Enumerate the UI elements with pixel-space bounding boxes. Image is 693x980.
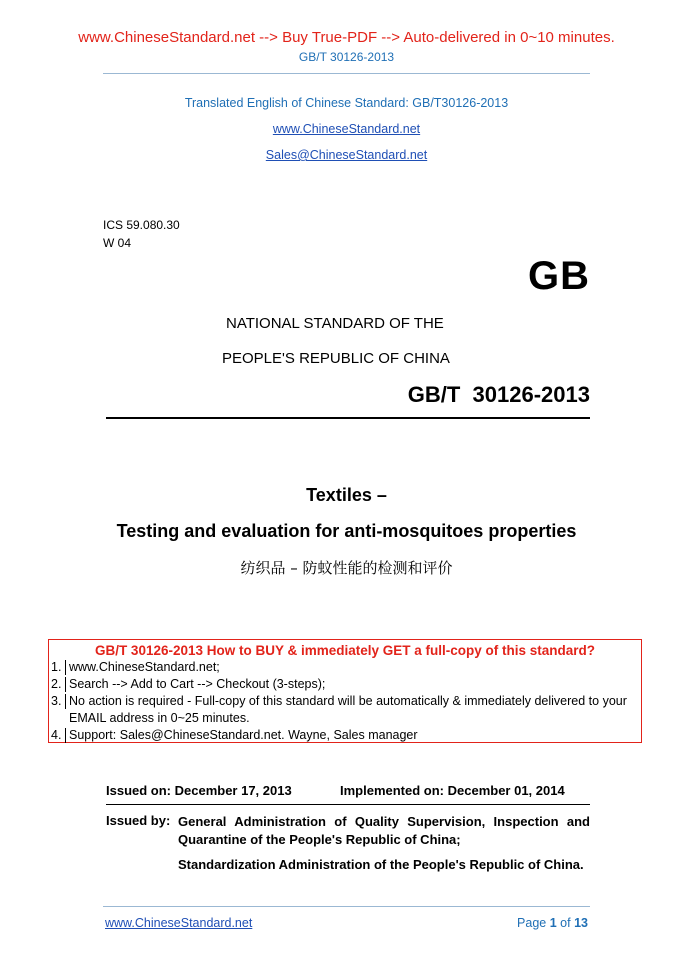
step-text: Support: Sales@ChineseStandard.net. Wayne, Sales manager xyxy=(69,728,418,742)
title-line2: Testing and evaluation for anti-mosquitoes properties xyxy=(116,521,577,541)
issuer-1: General Administration of Quality Supervision, Inspection and Quarantine of the People's Republic of China; xyxy=(178,814,590,847)
header-divider xyxy=(103,73,590,74)
ics-code: ICS 59.080.30 xyxy=(103,218,180,232)
issuer-2: Standardization Administration of the People's Republic of China. xyxy=(178,857,584,872)
national-standard-line1: NATIONAL STANDARD OF THE xyxy=(226,315,444,332)
step-text: Search --> Add to Cart --> Checkout (3-steps); xyxy=(69,677,326,691)
step-number: 1. xyxy=(51,660,62,674)
buy-step-1 xyxy=(49,659,641,676)
buy-step-4 xyxy=(49,727,641,744)
page-label: Page xyxy=(517,916,547,930)
buy-step-3 xyxy=(49,693,641,727)
buy-box-heading: GB/T 30126-2013 How to BUY & immediately GET a full-copy of this standard? xyxy=(94,643,596,658)
step-number: 3. xyxy=(51,694,62,708)
page-indicator xyxy=(517,916,588,930)
buy-steps-list xyxy=(49,659,641,744)
gb-mark: GB xyxy=(528,254,590,298)
email-link[interactable]: Sales@ChineseStandard.net xyxy=(265,148,428,162)
national-standard-line2: PEOPLE'S REPUBLIC OF CHINA xyxy=(222,350,450,367)
step-text: No action is required - Full-copy of this standard will be automatically & immediately delivered to your EMAIL address in 0~25 minutes. xyxy=(69,694,627,725)
title-divider xyxy=(106,417,590,419)
buy-box xyxy=(48,639,642,743)
footer-divider xyxy=(103,906,590,907)
header-code: GB/T 30126-2013 xyxy=(298,50,395,64)
page-number: 1 xyxy=(549,916,557,930)
step-number: 4. xyxy=(51,728,62,742)
step-number: 2. xyxy=(51,677,62,691)
title-line1: Textiles – xyxy=(306,485,387,505)
page-of: of xyxy=(560,916,571,930)
standard-number: GB/T 30126-2013 xyxy=(407,382,590,407)
buy-step-2 xyxy=(49,676,641,693)
title-chinese: 纺织品 – 防蚊性能的检测和评价 xyxy=(240,559,453,577)
header-banner[interactable]: www.ChineseStandard.net --> Buy True-PDF --> Auto-delivered in 0~10 minutes. xyxy=(78,29,615,46)
step-text[interactable]: www.ChineseStandard.net; xyxy=(69,660,220,674)
implemented-on: Implemented on: December 01, 2014 xyxy=(340,783,565,798)
page-total: 13 xyxy=(574,916,588,930)
issued-by-label: Issued by: xyxy=(106,813,171,828)
issue-divider xyxy=(106,804,590,805)
w-code: W 04 xyxy=(103,236,132,250)
footer-website-link[interactable]: www.ChineseStandard.net xyxy=(105,916,253,930)
website-link[interactable]: www.ChineseStandard.net xyxy=(272,122,421,136)
issued-on: Issued on: December 17, 2013 xyxy=(106,783,292,798)
translated-line: Translated English of Chinese Standard: GB/T30126-2013 xyxy=(184,96,509,110)
